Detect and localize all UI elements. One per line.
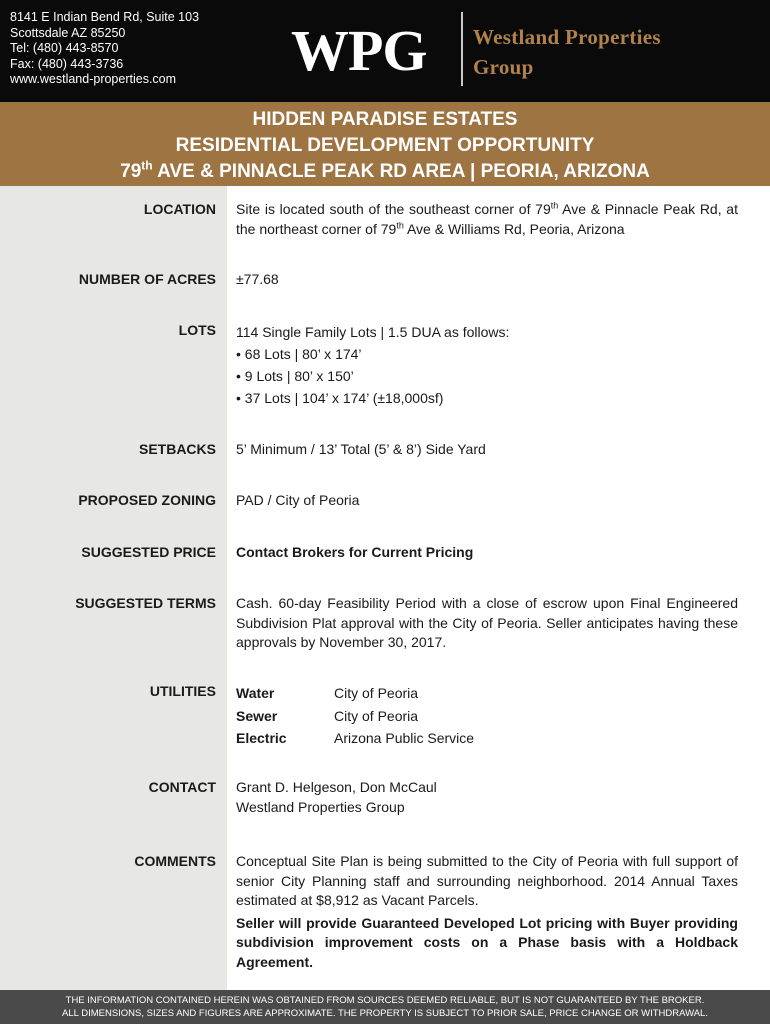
contact-label: CONTACT	[148, 779, 216, 795]
comments-paragraph-2: Seller will provide Guaranteed Developed Lot pricing with Buyer providing subdivision improvement costs on a Phase basis with a Holdback Agreement.	[236, 914, 738, 970]
logo-wpg-mark: WPG	[291, 18, 427, 83]
office-address	[10, 10, 199, 88]
utility-provider: City of Peoria	[334, 707, 419, 724]
disclaimer-footer	[0, 990, 770, 1024]
utility-water	[236, 682, 738, 705]
utilities-label: UTILITIES	[149, 683, 216, 699]
price-label: SUGGESTED PRICE	[81, 544, 216, 560]
terms-value: Cash. 60-day Feasibility Period with a close of escrow upon Final Engineered Subdivision Plat approval with the City of Peoria. Seller anticipates having these approvals by November 30, 2017.	[236, 595, 738, 650]
location-text-1: Site is located south of the southeast corner of 79	[236, 201, 551, 217]
disclaimer-line-1: THE INFORMATION CONTAINED HEREIN WAS OBTAINED FROM SOURCES DEEMED RELIABLE, BUT IS NOT GUARANTEED BY THE BROKER.	[65, 995, 705, 1006]
utilities-table	[236, 682, 738, 750]
comments-paragraph-1: Conceptual Site Plan is being submitted to the City of Peoria with full support of senior City Planning staff and surrounding neighborhood. 2014 Annual Taxes estimated at $8,912 as Vacant Parcels.	[236, 853, 738, 908]
location-text-2: Ave & Pinnacle Peak Rd, at the northeast corner of 79	[236, 201, 738, 237]
lots-value	[236, 321, 738, 409]
title-banner	[0, 102, 770, 186]
banner-title: HIDDEN PARADISE ESTATES	[252, 109, 518, 130]
location-suffix-1: th	[550, 200, 559, 211]
address-city: Scottsdale AZ 85250	[10, 25, 126, 40]
lots-list	[236, 343, 738, 409]
utility-provider: City of Peoria	[334, 685, 419, 701]
comments-value	[236, 852, 738, 972]
banner-location-text: AVE & PINNACLE PEAK RD AREA | PEORIA, ARIZONA	[152, 161, 650, 182]
logo-name-line2: Group	[473, 55, 534, 79]
lots-label: LOTS	[178, 322, 216, 338]
contact-names: Grant D. Helgeson, Don McCaul	[236, 779, 437, 795]
location-suffix-2: th	[396, 219, 404, 230]
address-fax: Fax: (480) 443-3736	[10, 56, 124, 71]
banner-location-number: 79	[120, 161, 142, 182]
address-website-link[interactable]: www.westland-properties.com	[10, 72, 177, 86]
setbacks-label: SETBACKS	[138, 441, 216, 457]
comments-label: COMMENTS	[134, 853, 216, 869]
list-item: • 68 Lots | 80’ x 174’	[236, 346, 362, 362]
banner-subtitle: RESIDENTIAL DEVELOPMENT OPPORTUNITY	[175, 135, 595, 156]
logo-name-line1: Westland Properties	[473, 25, 661, 49]
header-bar	[0, 0, 770, 102]
setbacks-value: 5’ Minimum / 13’ Total (5’ & 8’) Side Yard	[236, 441, 486, 457]
terms-label: SUGGESTED TERMS	[75, 595, 216, 611]
acres-value: ±77.68	[236, 271, 279, 287]
logo-company-name	[473, 22, 661, 82]
banner-location-suffix: th	[141, 158, 153, 173]
zoning-value: PAD / City of Peoria	[236, 492, 360, 508]
contact-company: Westland Properties Group	[236, 798, 405, 815]
location-value	[236, 200, 738, 239]
zoning-label: PROPOSED ZONING	[78, 492, 216, 508]
location-label: LOCATION	[143, 201, 216, 217]
acres-label: NUMBER OF ACRES	[78, 271, 216, 287]
address-phone: Tel: (480) 443-8570	[10, 41, 119, 55]
price-value: Contact Brokers for Current Pricing	[236, 544, 474, 560]
utility-provider: Arizona Public Service	[334, 730, 475, 746]
utility-sewer	[236, 705, 738, 728]
lots-intro: 114 Single Family Lots | 1.5 DUA as follows:	[236, 324, 510, 340]
contact-value	[236, 778, 738, 817]
utility-electric	[236, 727, 738, 750]
utility-key: Electric	[236, 730, 287, 746]
address-street: 8141 E Indian Bend Rd, Suite 103	[10, 10, 200, 24]
utility-key: Sewer	[236, 707, 278, 724]
logo-divider	[461, 12, 463, 86]
disclaimer-line-2: ALL DIMENSIONS, SIZES AND FIGURES ARE APPROXIMATE. THE PROPERTY IS SUBJECT TO PRIOR SALE, PRICE CHANGE OR WITHDRAWAL.	[62, 1008, 708, 1019]
location-text-3: Ave & Williams Rd, Peoria, Arizona	[403, 220, 625, 237]
banner-location	[0, 159, 770, 185]
list-item: • 37 Lots | 104’ x 174’ (±18,000sf)	[236, 390, 444, 406]
list-item: • 9 Lots | 80’ x 150’	[236, 368, 354, 384]
utility-key: Water	[236, 685, 275, 701]
